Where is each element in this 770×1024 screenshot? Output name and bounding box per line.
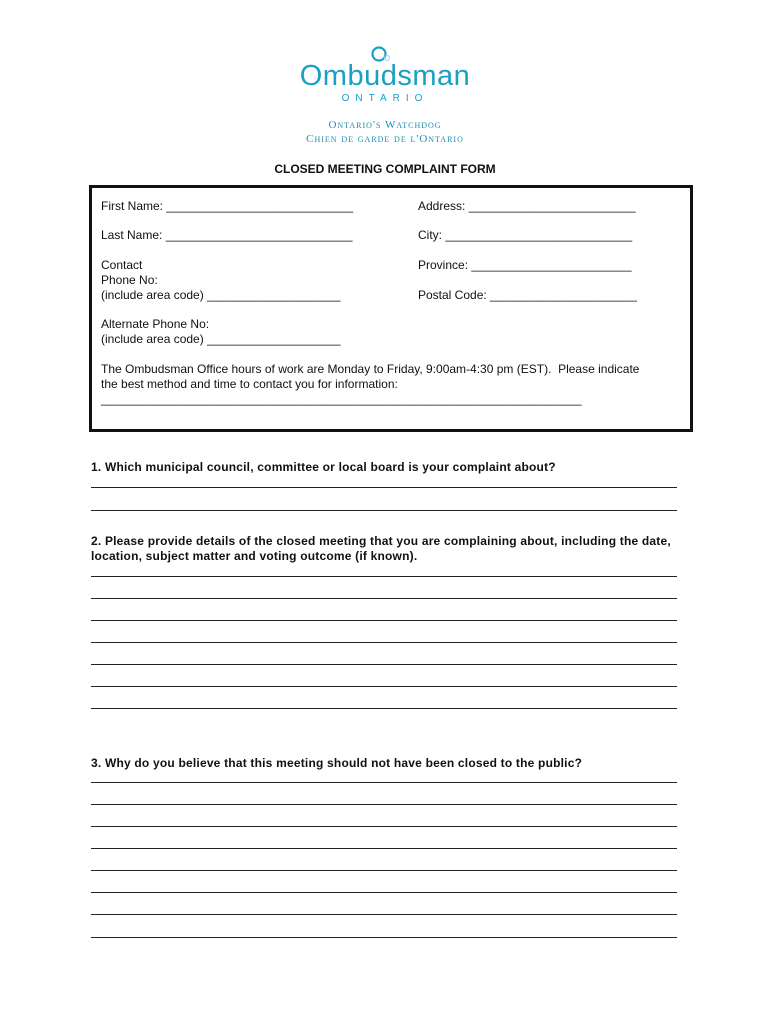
question-2-line-1: 2. Please provide details of the closed meeting that you are complaining about, including the date, [91,534,671,548]
answer-line[interactable] [91,576,677,577]
tagline-french: Chien de garde de l'Ontario [306,133,464,145]
answer-line[interactable] [91,870,677,871]
logo-subtitle: ONTARIO [341,93,429,104]
answer-line[interactable] [91,664,677,665]
answer-line[interactable] [91,708,677,709]
question-3: 3. Why do you believe that this meeting should not have been closed to the public? [91,756,583,770]
logo-name: Ombudsman [299,60,471,92]
answer-line[interactable] [91,598,677,599]
contact-label-1: Contact [101,258,143,272]
city-field[interactable]: City: ____________________________ [418,228,633,242]
contact-method-field[interactable]: ________________________________________________________________________ [101,392,582,406]
first-name-field[interactable]: First Name: ____________________________ [101,199,354,213]
answer-line[interactable] [91,487,677,488]
answer-line[interactable] [91,914,677,915]
answer-line[interactable] [91,686,677,687]
answer-line[interactable] [91,937,677,938]
question-2-line-2: location, subject matter and voting outcome (if known). [91,549,418,563]
province-field[interactable]: Province: ________________________ [418,258,632,272]
answer-line[interactable] [91,804,677,805]
tagline-english: Ontario's Watchdog [328,119,442,131]
contact-phone-field[interactable]: (include area code) ____________________ [101,288,341,302]
answer-line[interactable] [91,620,677,621]
answer-line[interactable] [91,848,677,849]
answer-line[interactable] [91,892,677,893]
last-name-field[interactable]: Last Name: ____________________________ [101,228,353,242]
answer-line[interactable] [91,642,677,643]
answer-line[interactable] [91,826,677,827]
hours-text-2: the best method and time to contact you for information: [101,377,398,391]
postal-code-field[interactable]: Postal Code: ______________________ [418,288,637,302]
hours-text-1: The Ombudsman Office hours of work are Monday to Friday, 9:00am-4:30 pm (EST). Please indicate [101,362,640,376]
address-field[interactable]: Address: _________________________ [418,199,636,213]
contact-label-2: Phone No: [101,273,158,287]
question-1: 1. Which municipal council, committee or local board is your complaint about? [91,460,556,474]
alternate-phone-label: Alternate Phone No: [101,317,210,331]
answer-line[interactable] [91,782,677,783]
alternate-phone-field[interactable]: (include area code) ____________________ [101,332,341,346]
answer-line[interactable] [91,510,677,511]
form-title: CLOSED MEETING COMPLAINT FORM [274,162,496,176]
